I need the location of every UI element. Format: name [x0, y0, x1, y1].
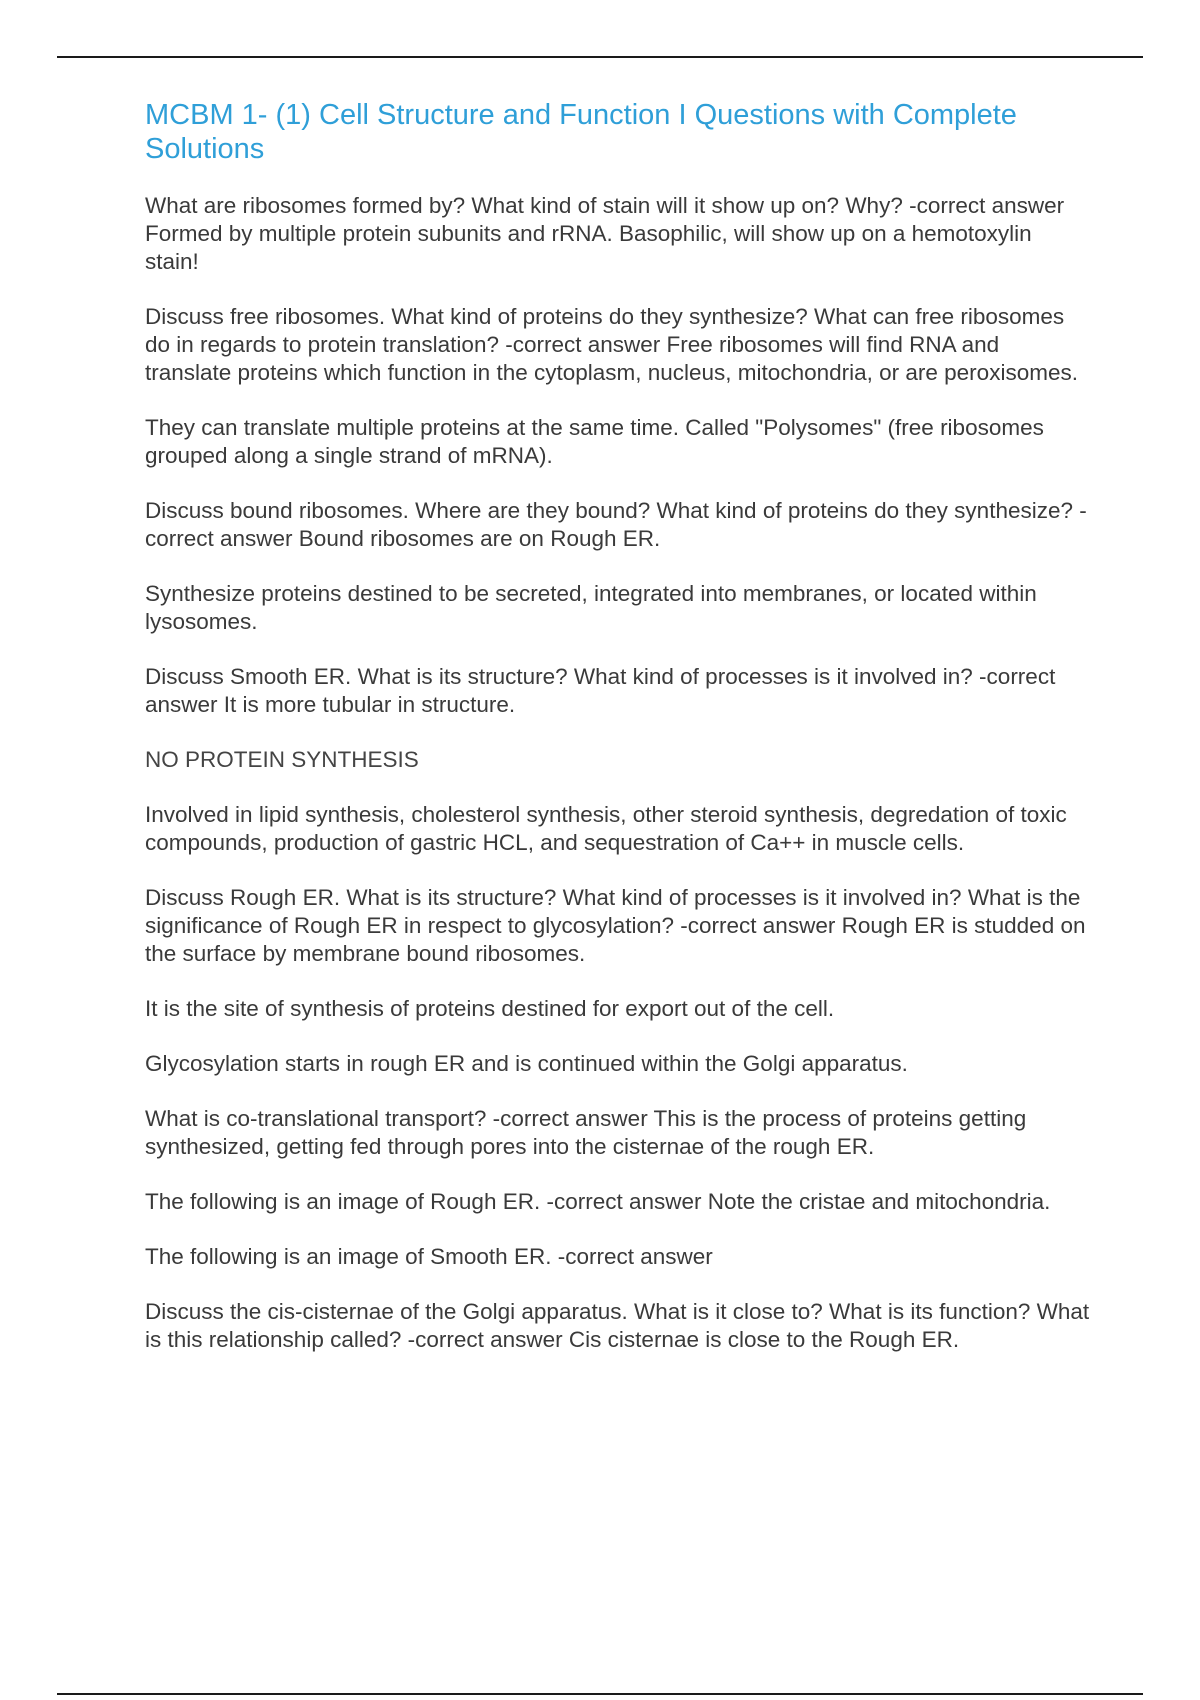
- top-rule: [57, 56, 1143, 58]
- document-title: MCBM 1- (1) Cell Structure and Function I Questions with Complete Solutions: [145, 99, 1017, 165]
- paragraph-synthesize-proteins: Synthesize proteins destined to be secreted, integrated into membranes, or located within lysosomes.: [145, 581, 1037, 634]
- paragraph-free-ribosomes: Discuss free ribosomes. What kind of proteins do they synthesize? What can free ribosomes do in regards to protein translation? -correct answer Free ribosomes will find RNA and translate proteins which function in the cytoplasm, nucleus, mitochondria, or are peroxisomes.: [145, 304, 1078, 385]
- paragraph-ribosomes-formed: What are ribosomes formed by? What kind of stain will it show up on? Why? -correct answer Formed by multiple protein subunits and rRNA. Basophilic, will show up on a hemotoxylin stain!: [145, 193, 1065, 274]
- paragraph-no-protein-synthesis: NO PROTEIN SYNTHESIS: [145, 747, 419, 772]
- paragraph-export-site: It is the site of synthesis of proteins destined for export out of the cell.: [145, 996, 835, 1021]
- bottom-rule: [57, 1693, 1143, 1695]
- paragraph-co-translational: What is co-translational transport? -correct answer This is the process of proteins getting synthesized, getting fed through pores into the cisternae of the rough ER.: [145, 1106, 1027, 1159]
- paragraph-polysomes: They can translate multiple proteins at the same time. Called "Polysomes" (free ribosomes grouped along a single strand of mRNA).: [145, 415, 1044, 468]
- paragraph-cis-cisternae: Discuss the cis-cisternae of the Golgi apparatus. What is it close to? What is its function? What is this relationship called? -correct answer Cis cisternae is close to the Rough ER.: [145, 1299, 1090, 1352]
- paragraph-smooth-er: Discuss Smooth ER. What is its structure? What kind of processes is it involved in? -correct answer It is more tubular in structure.: [145, 664, 1056, 717]
- paragraph-smooth-er-image: The following is an image of Smooth ER. -correct answer: [145, 1244, 713, 1269]
- paragraph-rough-er: Discuss Rough ER. What is its structure? What kind of processes is it involved in? What is the significance of Rough ER in respect to glycosylation? -correct answer Rough ER is studded on the surface by membrane bound ribosomes.: [145, 885, 1086, 966]
- paragraph-lipid-synthesis: Involved in lipid synthesis, cholesterol synthesis, other steroid synthesis, degredation of toxic compounds, production of gastric HCL, and sequestration of Ca++ in muscle cells.: [145, 802, 1067, 855]
- paragraph-bound-ribosomes: Discuss bound ribosomes. Where are they bound? What kind of proteins do they synthesize? -correct answer Bound ribosomes are on Rough ER.: [145, 498, 1087, 551]
- paragraph-rough-er-image: The following is an image of Rough ER. -correct answer Note the cristae and mitochondria.: [145, 1189, 1051, 1214]
- document-body: [145, 98, 1095, 1381]
- paragraph-glycosylation: Glycosylation starts in rough ER and is continued within the Golgi apparatus.: [145, 1051, 908, 1076]
